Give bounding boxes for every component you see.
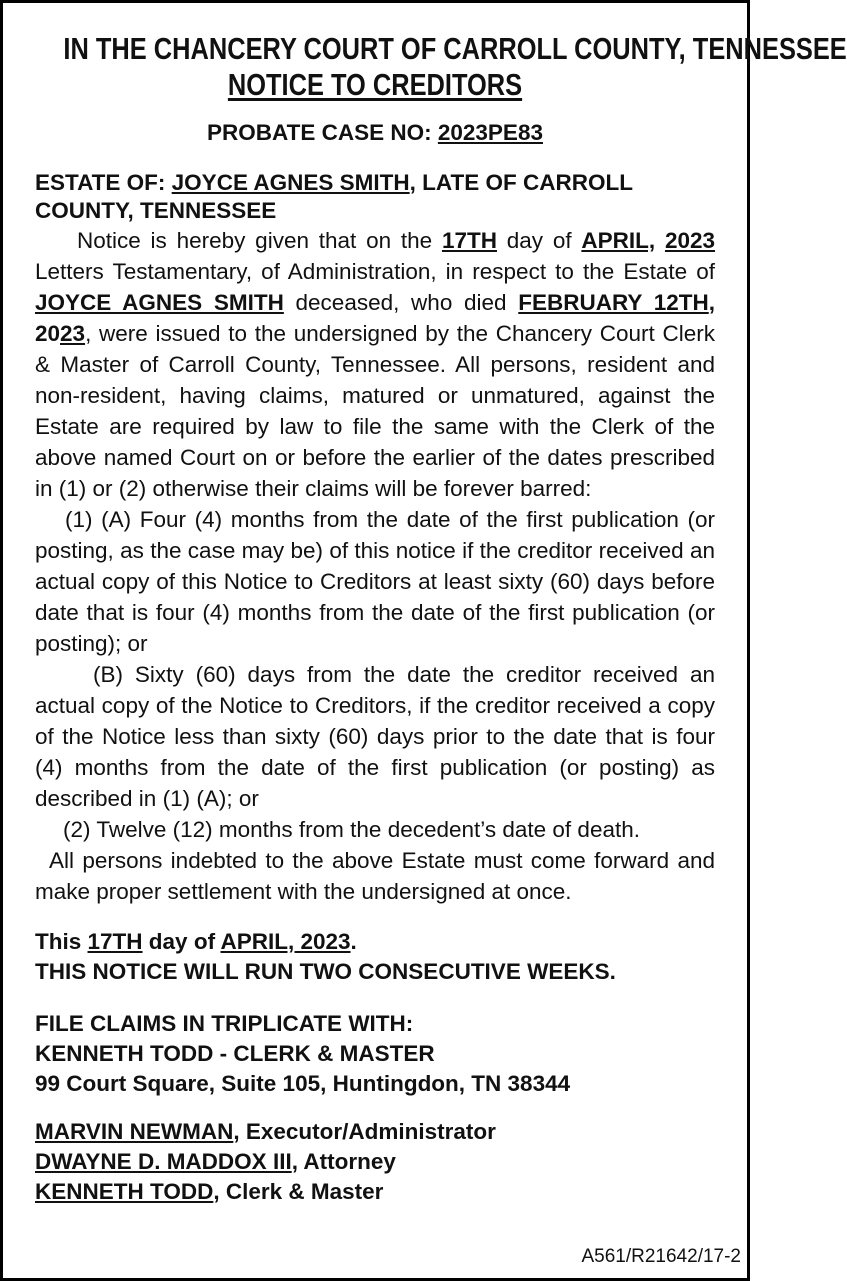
- paragraph-indebted: All persons indebted to the above Estate must come forward and make proper settlement with the undersigned at once.: [35, 848, 715, 904]
- issue-month: APRIL,: [581, 228, 656, 253]
- signatory-name: KENNETH TODD: [35, 1179, 214, 1204]
- text-segment: Letters Testamentary, of Administration, in respect to the Estate of: [35, 259, 715, 284]
- signatory-name: DWAYNE D. MADDOX III: [35, 1149, 292, 1174]
- text-segment: day of: [496, 228, 582, 253]
- dated-section: [35, 927, 715, 987]
- reference-code: A561/R21642/17-2: [581, 1246, 741, 1267]
- text-segment: [655, 228, 665, 253]
- estate-decedent-name: JOYCE AGNES SMITH: [171, 170, 410, 195]
- text-segment: This: [35, 929, 88, 954]
- estate-county: , LATE OF CARROLL COUNTY, TENNESSEE: [35, 170, 633, 223]
- signatory-executor: [35, 1117, 715, 1147]
- claims-heading: FILE CLAIMS IN TRIPLICATE WITH:: [35, 1011, 414, 1036]
- issue-year: 2023: [664, 228, 716, 253]
- decedent-name: JOYCE AGNES SMITH: [35, 290, 284, 315]
- paragraph-clause-1a: (1) (A) Four (4) months from the date of the first publication (or posting, as the case may be) of this notice if the creditor received an actual copy of this Notice to Creditors at least sixty (60) days before date that is four (4) months from the date of the first publication (or posting); or: [35, 507, 715, 656]
- claims-address: 99 Court Square, Suite 105, Huntingdon, TN 38344: [35, 1071, 571, 1096]
- text-segment: .: [350, 929, 357, 954]
- signatories-section: [35, 1117, 715, 1207]
- paragraph-clause-2: (2) Twelve (12) months from the decedent’s date of death.: [63, 817, 640, 842]
- death-date: FEBRUARY 12TH: [518, 290, 709, 315]
- signatory-name: MARVIN NEWMAN: [35, 1119, 234, 1144]
- estate-line: [35, 169, 715, 225]
- signatory-attorney: [35, 1147, 715, 1177]
- notice-title: NOTICE TO CREDITORS: [227, 67, 523, 102]
- text-segment: Notice is hereby given that on the: [77, 228, 442, 253]
- estate-label: ESTATE OF:: [35, 170, 172, 195]
- case-label: PROBATE CASE NO:: [207, 120, 438, 145]
- signatory-clerk: [35, 1177, 715, 1207]
- claims-section: [35, 1009, 715, 1099]
- court-title: IN THE CHANCERY COURT OF CARROLL COUNTY, TENNESSEE: [63, 31, 847, 66]
- issue-day: 17TH: [441, 228, 497, 253]
- notice-paragraph-main: [35, 225, 715, 504]
- signatory-role: , Executor/Administrator: [233, 1119, 496, 1144]
- case-number: 2023PE83: [437, 120, 543, 145]
- dated-day: 17TH: [87, 929, 143, 954]
- text-segment: deceased, who died: [283, 290, 519, 315]
- signatory-role: , Attorney: [291, 1149, 396, 1174]
- claims-clerk: KENNETH TODD - CLERK & MASTER: [35, 1041, 435, 1066]
- text-segment: , were issued to the undersigned by the Chancery Court Clerk & Master of Carroll County, Tennessee. All persons, resident and non-resident, having claims, matured or unmatured, against the Estate are required by law to file the same with the Clerk of the above named Court on or before the earlier of the dates prescribed in (1) or (2) otherwise their claims will be forever barred:: [35, 321, 715, 501]
- text-segment: day of: [142, 929, 221, 954]
- death-year-suffix: 23: [60, 321, 86, 346]
- notice-content: [35, 31, 847, 1207]
- dated-month-year: APRIL, 2023: [220, 929, 351, 954]
- run-notice: THIS NOTICE WILL RUN TWO CONSECUTIVE WEEKS.: [35, 959, 616, 984]
- signatory-role: , Clerk & Master: [213, 1179, 384, 1204]
- death-year-prefix: , 20: [35, 290, 716, 346]
- paragraph-clause-1b: (B) Sixty (60) days from the date the creditor received an actual copy of the Notice to Creditors, if the creditor received a copy of the Notice less than sixty (60) days prior to the date that is four (4) months from the date of the first publication (or posting) as described in (1) (A); or: [35, 662, 715, 811]
- dated-line: [35, 927, 715, 957]
- case-number-line: [35, 119, 715, 147]
